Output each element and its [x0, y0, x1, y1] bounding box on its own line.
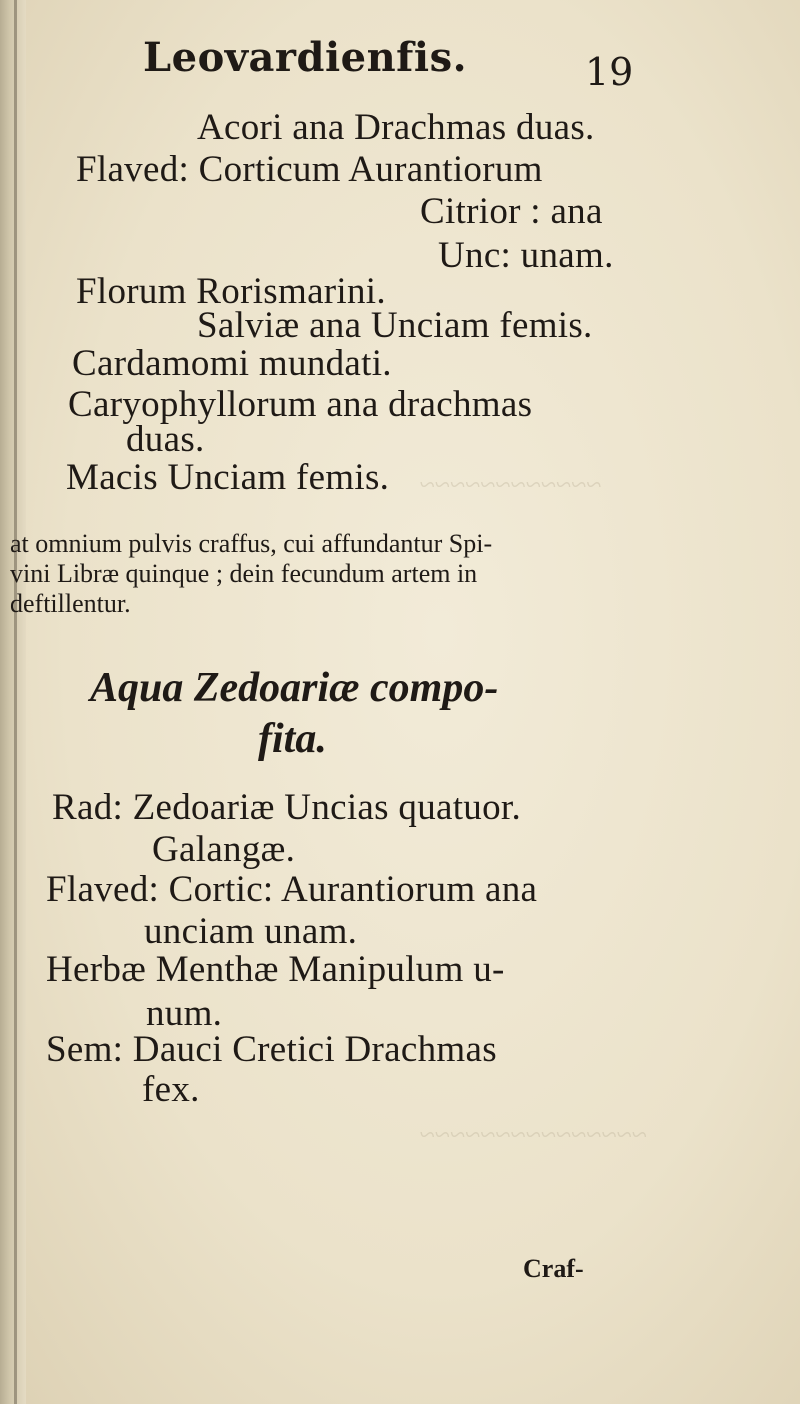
show-through-mark: ~~~~~~~~~~~~~~~: [420, 1120, 648, 1151]
catchword: Craf-: [523, 1254, 584, 1283]
recipe-line: Herbæ Menthæ Manipulum u-: [46, 949, 505, 990]
recipe-line: fex.: [142, 1069, 200, 1110]
instruction-line: vini Libræ quinque ; dein fecundum artem in: [10, 559, 478, 588]
recipe-line: Rad: Zedoariæ Uncias quatuor.: [52, 787, 522, 828]
recipe-line: Caryophyllorum ana drachmas: [68, 384, 533, 425]
section-heading: Aqua Zedoariæ compo-: [90, 665, 499, 711]
recipe-line: Unc: unam.: [438, 235, 614, 276]
show-through-mark: ~~~~~~~~~~~~: [420, 470, 602, 501]
instruction-line: deftillentur.: [10, 589, 131, 618]
recipe-line: Salviæ ana Unciam femis.: [197, 305, 593, 346]
binding-edge: [14, 0, 17, 1404]
recipe-line: Sem: Dauci Cretici Drachmas: [46, 1029, 497, 1070]
recipe-line: duas.: [126, 419, 205, 460]
recipe-line: num.: [146, 993, 223, 1034]
recipe-line: Galangæ.: [152, 829, 296, 870]
page-gutter: [0, 0, 26, 1404]
recipe-line: Flaved: Cortic: Aurantiorum ana: [46, 869, 538, 910]
section-heading: fita.: [258, 716, 327, 762]
instruction-line: at omnium pulvis craffus, cui affundantur Spi-: [10, 529, 493, 558]
recipe-line: unciam unam.: [144, 911, 358, 952]
page-number: 19: [585, 50, 634, 94]
recipe-line: Florum Rorismarini.: [76, 271, 386, 312]
recipe-line: Flaved: Corticum Aurantiorum: [76, 149, 543, 190]
recipe-line: Macis Unciam femis.: [66, 457, 390, 498]
recipe-line: Acori ana Drachmas duas.: [197, 107, 595, 148]
recipe-line: Cardamomi mundati.: [72, 343, 392, 384]
running-head: Leovardienfis.: [143, 34, 468, 81]
recipe-line: Citrior : ana: [420, 191, 603, 232]
